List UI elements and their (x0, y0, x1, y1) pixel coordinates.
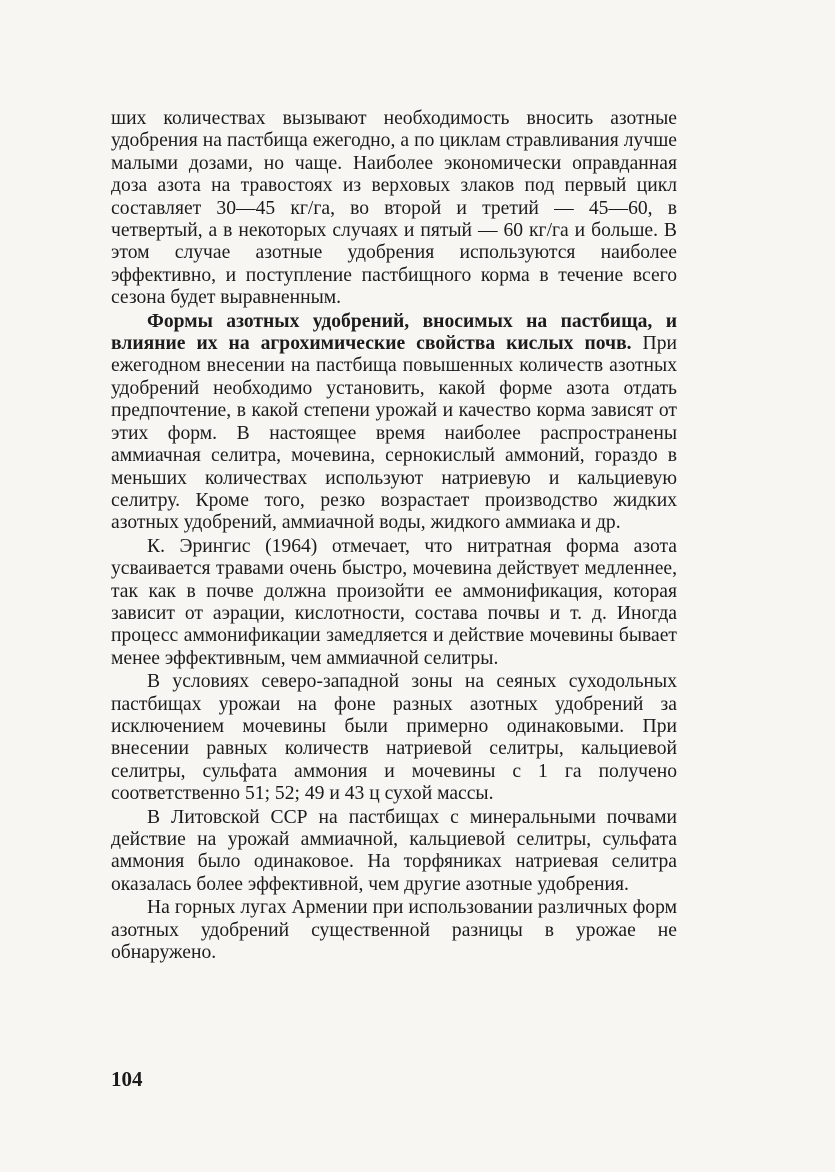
body-text (111, 108, 677, 964)
paragraph-1-text: ших количествах вызывают необходимость вносить азотные удобрения на пастбища ежегодно, а по циклам стравливания лучше малыми дозами, но чаще. Наиболее экономически оправданная доза азота на травостоях из верховых злаков под первый цикл составляет 30—45 кг/га, во второй и третий — 45—60, в четвертый, а в некоторых случаях и пятый — 60 кг/га и больше. В этом случае азотные удобрения используются наиболее эффективно, и поступление пастбищного корма в течение всего сезона будет выравненным. (111, 108, 677, 309)
paragraph-2-text: При ежегодном внесении на пастбища повышенных количеств азотных удобрений необходимо установить, какой форме азота отдать предпочтение, в какой степени урожай и качество корма зависят от этих форм. В настоящее время наиболее распространены аммиачная селитра, мочевина, сернокислый аммоний, гораздо в меньших количествах используют натриевую и кальциевую селитру. Кроме того, резко возрастает производство жидких азотных удобрений, аммиачной воды, жидкого аммиака и др. (111, 333, 677, 534)
paragraph-1 (111, 108, 677, 310)
paragraph-4-text: В условиях северо-западной зоны на сеяных суходольных пастбищах урожаи на фоне разных азотных удобрений за исключением мочевины были примерно одинаковыми. При внесении равных количеств натриевой селитры, кальциевой селитры, сульфата аммония и мочевины с 1 га получено соответственно 51; 52; 49 и 43 ц сухой массы. (111, 671, 677, 805)
section-heading: Формы азотных удобрений, вносимых на пастбища, и влияние их на агрохимические свойства кислых почв. (111, 310, 677, 355)
page-number: 104 (111, 1067, 143, 1091)
paragraph-3-text: К. Эрингис (1964) отмечает, что нитратная форма азота усваивается травами очень быстро, мочевина действует медленнее, так как в почве должна произойти ее аммонификация, которая зависит от аэрации, кислотности, состава почвы и т. д. Иногда процесс аммонификации замедляется и действие мочевины бывает менее эффективным, чем аммиачной селитры. (111, 535, 677, 669)
paragraph-6 (111, 897, 677, 964)
paragraph-3 (111, 536, 677, 670)
paragraph-2 (111, 311, 677, 535)
paragraph-5-text: В Литовской ССР на пастбищах с минеральными почвами действие на урожай аммиачной, кальциевой селитры, сульфата аммония было одинаковое. На торфяниках натриевая селитра оказалась более эффективной, чем другие азотные удобрения. (111, 806, 677, 895)
paragraph-6-text: На горных лугах Армении при использовании различных форм азотных удобрений существенной разницы в урожае не обнаружено. (111, 897, 677, 964)
paragraph-4 (111, 671, 677, 805)
paragraph-5 (111, 807, 677, 897)
